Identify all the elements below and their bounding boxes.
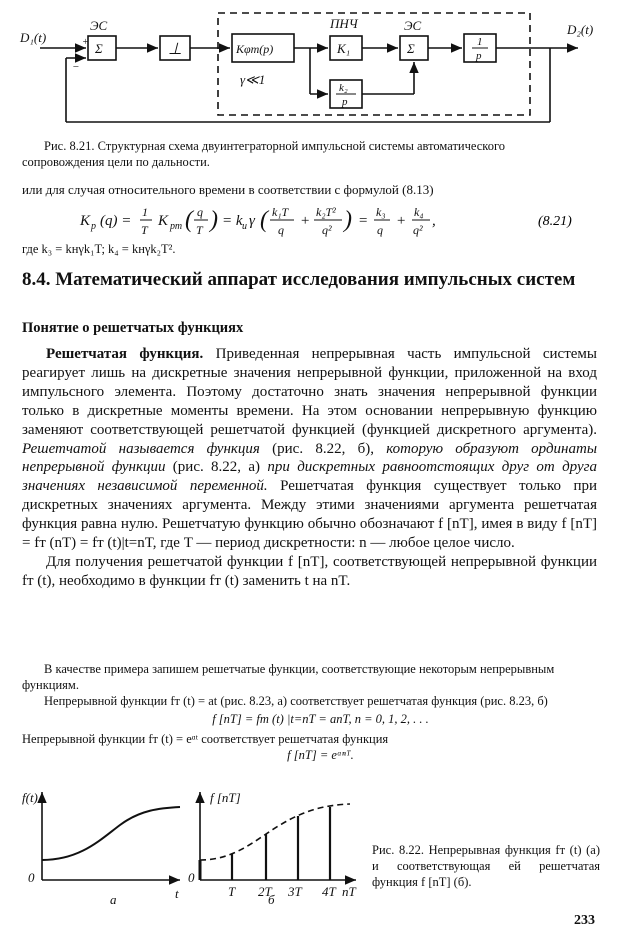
svg-text:k₃: k₃ <box>376 205 386 219</box>
definition-e: при дискретных равноотстоящих друг от друга значениях независимой переменной. <box>22 459 597 495</box>
svg-text:k₄: k₄ <box>414 205 424 219</box>
body-p1-d: (рис. 8.22, а) <box>165 459 268 476</box>
svg-text:q: q <box>377 223 383 237</box>
svg-text:K: K <box>80 213 91 229</box>
graph-b-ylabel: f [nT] <box>210 790 241 805</box>
svg-text:рт: рт <box>170 221 183 232</box>
svg-text:+: + <box>396 213 407 229</box>
svg-text:): ) <box>210 207 218 233</box>
formula-821 <box>60 199 620 241</box>
graph-b-tick-4: 4T <box>322 884 336 899</box>
k1-label: K₁ <box>337 41 351 56</box>
svg-text:+: + <box>300 213 311 229</box>
body-p2: Для получения решетчатой функции f [nT], соответствующей непрерывной функции fт (t), необходимо в функции fт (t) заменить t на nT. <box>22 553 597 589</box>
svg-text:,: , <box>432 213 436 229</box>
small-p2: Непрерывной функции fт (t) = at (рис. 8.23, а) соответствует решетчатая функция (рис. 8.23, б) <box>44 694 548 708</box>
body-text <box>22 345 597 591</box>
small-formula-1: f [nT] = fт (t) |t=nT = anT, n = 0, 1, 2, . . . <box>212 712 429 726</box>
page-number: 233 <box>574 913 595 928</box>
section-heading: 8.4. Математический аппарат исследования импульсных систем <box>22 269 576 290</box>
graph-b-tick-3: 3T <box>288 884 302 899</box>
svg-text:k₂T²: k₂T² <box>316 205 336 219</box>
definition-a: Решетчатой называется функция <box>22 440 260 457</box>
k2-denominator: p <box>342 96 348 108</box>
formula-where: где k₃ = kнγk₁T; k₄ = kнγk₂T². <box>22 242 176 256</box>
svg-text:q: q <box>278 223 284 237</box>
body-p1-f: Решетчатая функция существует только при дискретных значениях аргумента. Между этими значениями аргумента решетчатая функция равна нулю. Решетчатую функцию обычно обозначают f [nT], имея в виду f [nT] = fт (nT) = fт (t)|t=nT, где T — период дискретности: n — любое целое число. <box>22 478 598 552</box>
pulse-symbol: ⊥ <box>168 41 182 58</box>
examples-text <box>22 661 597 763</box>
body-p1: Приведенная непрерывная часть импульсной системы реагирует лишь на дискретные значения непрерывной функции, приложенной на вход импульсного элемента. Поэтому достаточно знать значения непрерывной функции только в дискретные моменты времени. На этом основании непрерывную функцию заменяют соответствующей решетчатой функцией (функцией дискретного аргумента). <box>22 346 598 438</box>
output-label: D₂(t) <box>567 22 594 37</box>
sum-symbol-1: Σ <box>95 41 103 56</box>
svg-text:): ) <box>344 207 352 233</box>
gamma-label: γ≪1 <box>240 72 266 87</box>
definition-c: которую образуют ординаты непрерывной функции <box>22 440 597 476</box>
k2-numerator: k₂ <box>339 82 348 94</box>
formula-intro: или для случая относительного времени в соответствии с формулой (8.13) <box>22 182 434 197</box>
svg-text:р: р <box>91 221 96 232</box>
svg-text:q²: q² <box>322 223 332 237</box>
svg-text:и: и <box>242 221 247 232</box>
svg-text:1: 1 <box>142 205 148 219</box>
fig-821-caption: Рис. 8.21. Структурная схема двуинтеграторной импульсной системы автоматического сопровождения цели по дальности. <box>22 139 506 169</box>
term-lead: Решетчатая функция. <box>46 346 204 362</box>
svg-text:(q) =: (q) = <box>100 213 132 229</box>
graph-a-ylabel: f(t) <box>22 790 38 805</box>
fig-822-graphs <box>0 780 370 910</box>
input-label: D₁(t) <box>20 30 47 45</box>
pnch-enclosure <box>218 13 530 115</box>
svg-text:T: T <box>196 223 203 237</box>
graph-b-origin: 0 <box>188 870 195 885</box>
body-p1-b: (рис. 8.22, б), <box>259 440 387 457</box>
minus-sign: − <box>72 61 80 73</box>
block-diagram <box>0 0 620 135</box>
small-formula-2: f [nT] = eᵅⁿᵀ. <box>287 748 354 762</box>
svg-text:(: ( <box>185 207 193 233</box>
small-p3: Непрерывной функции fт (t) = eᵅᵗ соответствует решетчатая функция <box>22 732 389 746</box>
svg-text:= k: = k <box>222 213 243 229</box>
svg-text:T: T <box>141 223 148 237</box>
integrator-denominator: p <box>476 50 482 62</box>
svg-text:K: K <box>158 213 169 229</box>
graph-a-xlabel: t <box>175 886 179 901</box>
svg-text:k₁T: k₁T <box>272 205 289 219</box>
svg-text:=: = <box>358 213 369 229</box>
svg-text:q²: q² <box>413 223 423 237</box>
formula-number: (8.21) <box>538 214 572 229</box>
graph-b-tick-2: 2T <box>258 884 272 899</box>
graph-b-sublabel: б <box>268 892 275 907</box>
graph-b-tick-1: T <box>228 884 236 899</box>
plus-sign: + <box>82 37 89 48</box>
pnch-label: ПНЧ <box>330 16 358 31</box>
subheading: Понятие о решетчатых функциях <box>22 320 244 336</box>
graph-b-tick-5: nT <box>342 884 356 899</box>
graph-a-origin: 0 <box>28 870 35 885</box>
sum-symbol-2: Σ <box>407 41 415 56</box>
svg-text:(: ( <box>260 207 268 233</box>
graph-a-sublabel: а <box>110 892 117 907</box>
integrator-numerator: 1 <box>477 36 483 48</box>
small-p1: В качестве примера запишем решетчатые функции, соответствующие некоторым непрерывным функциям. <box>22 662 555 692</box>
svg-text:q: q <box>197 205 203 219</box>
kphi-label: Kφт(p) <box>236 42 274 56</box>
fig-822-caption: Рис. 8.22. Непрерывная функция fт (t) (а) и соответствующая ей решетчатая функция f [nT] (б). <box>372 843 600 889</box>
es-label-1: ЭС <box>90 18 108 33</box>
es-label-2: ЭС <box>404 18 422 33</box>
svg-text:γ: γ <box>249 213 255 229</box>
